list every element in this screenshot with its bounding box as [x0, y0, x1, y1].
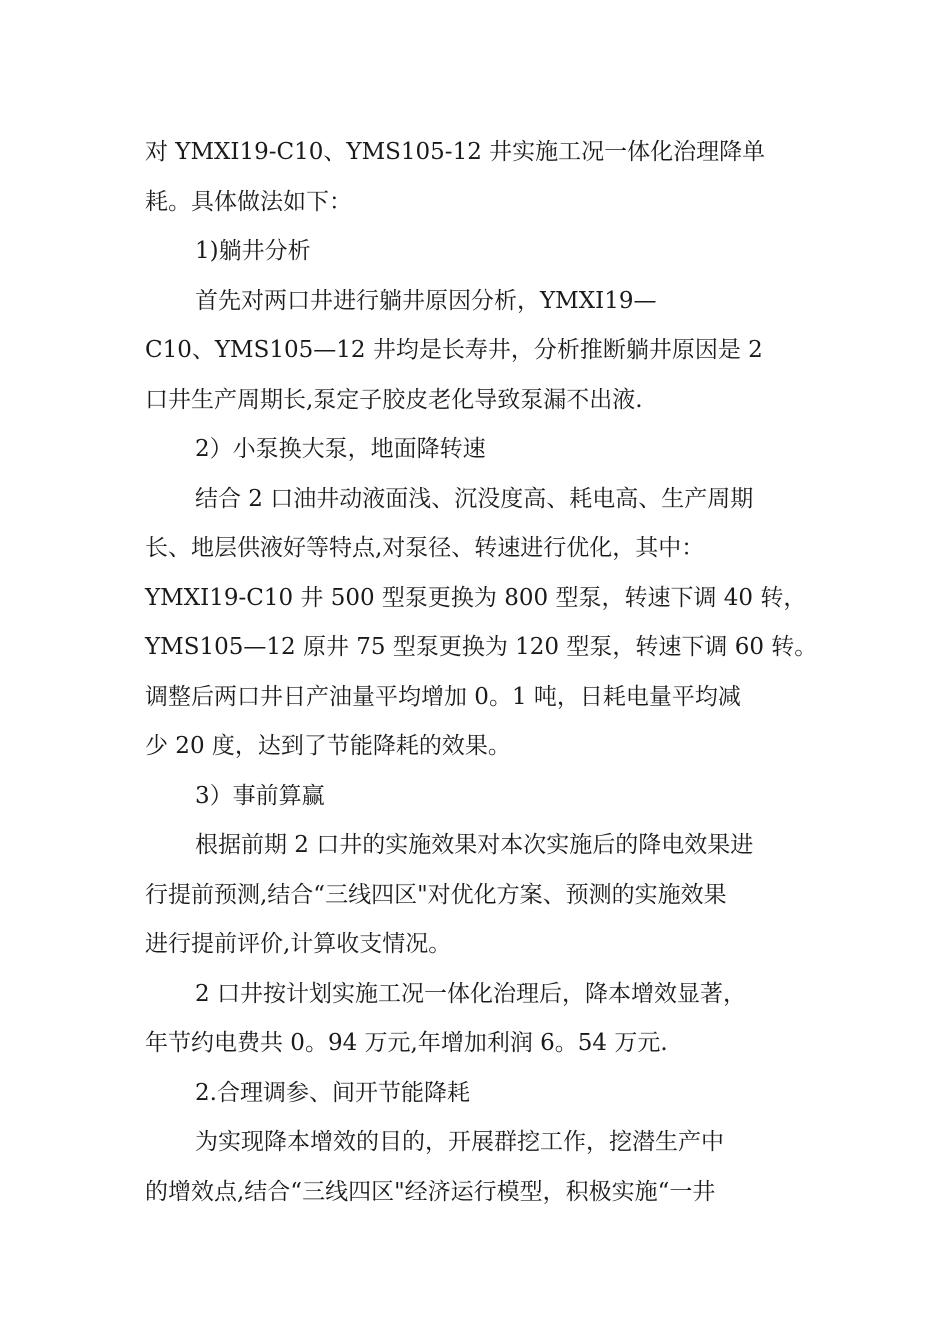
text-line-4: 首先对两口井进行躺井原因分析，YMXI19— — [195, 287, 657, 314]
text-line-14: 3）事前算赢 — [195, 782, 325, 809]
document-body — [145, 128, 825, 1217]
text-line-17: 进行提前评价,计算收支情况。 — [145, 931, 452, 957]
text-line-18: 2 口井按计划实施工况一体化治理后，降本增效显著， — [195, 980, 746, 1007]
text-line-7: 2）小泵换大泵，地面降转速 — [195, 436, 486, 462]
text-line-10: YMXI19-C10 井 500 型泵更换为 800 型泵，转速下调 40 转， — [145, 584, 807, 611]
text-line-12: 调整后两口井日产油量平均增加 0。1 吨，日耗电量平均减 — [145, 683, 741, 710]
text-line-21: 为实现降本增效的目的，开展群挖工作，挖潜生产中 — [195, 1129, 724, 1155]
text-line-2: 耗。具体做法如下： — [145, 188, 352, 215]
text-line-8: 结合 2 口油井动液面浅、沉没度高、耗电高、生产周期 — [195, 485, 754, 512]
text-line-5: C10、YMS105—12 井均是长寿井，分析推断躺井原因是 2 — [145, 337, 763, 363]
text-line-15: 根据前期 2 口井的实施效果对本次实施后的降电效果进 — [195, 832, 754, 858]
text-line-22: 的增效点,结合“三线四区"经济运行模型，积极实施“一井 — [145, 1178, 716, 1205]
text-line-6: 口井生产周期长,泵定子胶皮老化导致泵漏不出液. — [145, 386, 643, 413]
text-line-19: 年节约电费共 0。94 万元,年增加利润 6。54 万元. — [145, 1030, 668, 1056]
text-line-16: 行提前预测,结合“三线四区"对优化方案、预测的实施效果 — [145, 881, 727, 908]
text-line-13: 少 20 度，达到了节能降耗的效果。 — [145, 733, 511, 759]
text-line-3: 1)躺井分析 — [195, 238, 311, 264]
text-line-20: 2.合理调参、间开节能降耗 — [195, 1079, 470, 1106]
text-line-1: 对 YMXI19-C10、YMS105-12 井实施工况一体化治理降单 — [145, 139, 766, 165]
text-line-11: YMS105—12 原井 75 型泵更换为 120 型泵，转速下调 60 转。 — [145, 634, 818, 660]
text-line-9: 长、地层供液好等特点,对泵径、转速进行优化，其中： — [145, 535, 705, 561]
